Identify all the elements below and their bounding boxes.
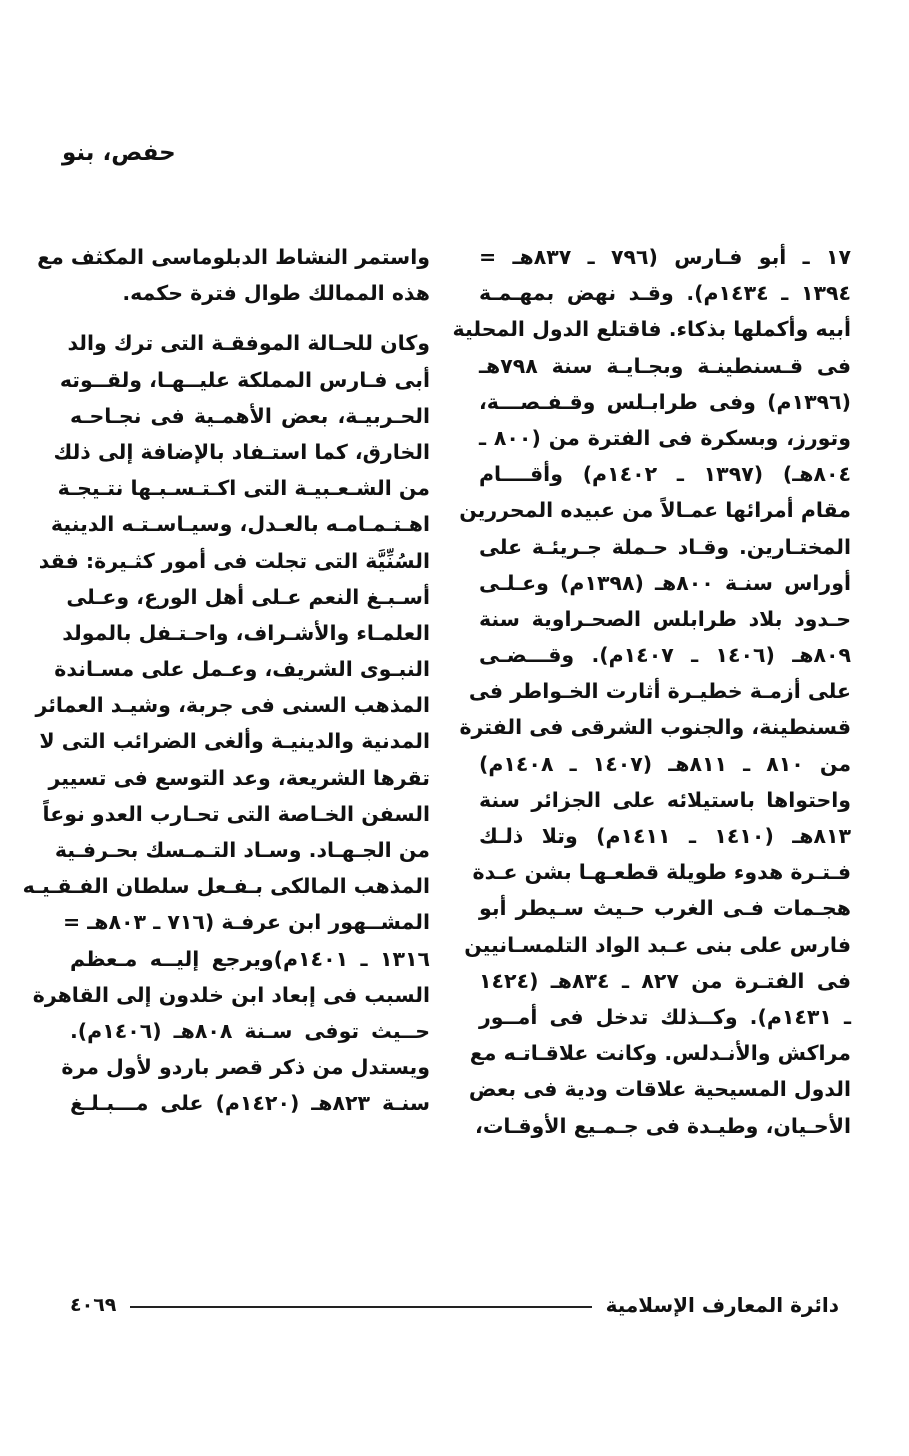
text-line: فى الفتـرة من ٨٢٧ ـ ٨٣٤هـ (١٤٢٤ xyxy=(479,968,851,993)
text-line: ويستدل من ذكر قصر باردو لأول مرة xyxy=(61,1055,430,1080)
text-line: أبيه وأكملها بذكاء. فاقتلع الدول المحلية xyxy=(452,317,851,342)
text-line: فارس على بنى عـبد الواد التلمسـانيين xyxy=(464,932,851,957)
text-line: هجـمات فـى الغرب حـيث سـيطر أبو xyxy=(479,896,851,921)
page-number: ٤٠٦٩ xyxy=(70,1294,117,1316)
text-line: الأحـيان، وطيـدة فى جـمـيع الأوقـات، xyxy=(475,1113,851,1138)
text-line: اهـتـمـامـه بالعـدل، وسيـاسـتـه الدينية xyxy=(50,512,430,537)
text-line: المذهب السنى فى جربة، وشيـد العمائر xyxy=(35,693,430,718)
text-line: مراكش والأنـدلس. وكانت علاقـاتـه مع xyxy=(469,1041,851,1066)
text-line: السفن الخـاصة التى تحـارب العدو نوعاً xyxy=(42,801,430,826)
text-line: (١٣٩٦م) وفى طرابـلس وقـفـصـــة، xyxy=(479,389,851,414)
page-footer xyxy=(70,1290,839,1320)
text-line: المدنية والدينيـة وألغى الضرائب التى لا xyxy=(39,729,430,754)
text-line: الحـربيـة، بعض الأهمـية فى نجـاحـه xyxy=(70,403,430,428)
text-line: حــيث توفى سـنة ٨٠٨هـ (١٤٠٦م). xyxy=(70,1018,430,1043)
text-line: أبى فـارس المملكة عليــهـا، ولقــوته xyxy=(59,367,430,392)
text-line: النبـوى الشريف، وعـمل على مسـاندة xyxy=(54,657,430,682)
text-line: وتورز، وبسكرة فى الفترة من (٨٠٠ ـ xyxy=(479,425,851,450)
text-line: المذهب المالكى بـفـعل سلطان الفـقـيـه xyxy=(22,874,430,899)
text-line: ٨٠٩هـ (١٤٠٦ ـ ١٤٠٧م). وقـــضـى xyxy=(479,643,852,668)
text-line: هذه الممالك طوال فترة حكمه. xyxy=(122,281,430,306)
footer-divider xyxy=(130,1306,591,1308)
text-line: السُنِّيَّة التى تجلت فى أمور كثـيرة: فقد xyxy=(38,548,430,573)
text-line: أسـبـغ النعم عـلى أهل الورع، وعـلى xyxy=(66,584,430,609)
text-line: المشــهور ابن عرفـة (٧١٦ ـ ٨٠٣هـ = xyxy=(62,910,430,935)
text-line: حـدود بلاد طرابلس الصحـراوية سنة xyxy=(479,606,851,631)
text-line: ١٣٩٤ ـ ١٤٣٤م). وقـد نهض بمهـمـة xyxy=(479,281,852,306)
publication-title: دائرة المعارف الإسلامية xyxy=(605,1293,839,1317)
text-line: العلمـاء والأشـراف، واحـتـفل بالمولد xyxy=(62,620,430,645)
text-line: وكان للحـالة الموفقـة التى ترك والد xyxy=(67,331,430,356)
text-line: ٨١٣هـ (١٤١٠ ـ ١٤١١م) وتلا ذلـك xyxy=(479,824,851,848)
text-line: السبب فى إبعاد ابن خلدون إلى القاهرة xyxy=(32,982,430,1007)
text-line: على أزمـة خطيـرة أثارت الخـواطر فى xyxy=(468,679,851,704)
running-header: حفص، بنو xyxy=(62,140,176,166)
text-line: سنـة ٨٢٣هـ (١٤٢٠م) على مـــبـلـغ xyxy=(70,1091,431,1116)
text-line: ١٣١٦ ـ ١٤٠١م)ويرجع إليــه مـعظم xyxy=(70,946,430,971)
text-line: فى قـسنطينـة وبجـايـة سنة ٧٩٨هـ xyxy=(479,353,851,378)
left-text-column xyxy=(22,239,431,1122)
text-line: تقرها الشريعة، وعد التوسع فى تسيير xyxy=(48,765,430,790)
text-line: أوراس سنـة ٨٠٠هـ (١٣٩٨م) وعـلـى xyxy=(479,570,851,595)
right-text-column xyxy=(452,239,852,1144)
text-line: المختـارين. وقـاد حـملة جـريئـة على xyxy=(479,534,851,559)
text-line: من الشـعـبيـة التى اكـتـسـبـها نتـيجـة xyxy=(57,476,430,501)
text-line: قسنطينة، والجنوب الشرقى فى الفترة xyxy=(459,715,851,740)
text-line: ـ ١٤٣١م). وكــذلك تدخل فى أمــور xyxy=(479,1004,851,1029)
text-line: الخارق، كما استـفاد بالإضافة إلى ذلك xyxy=(53,439,430,464)
text-line: من ٨١٠ ـ ٨١١هـ (١٤٠٧ ـ ١٤٠٨م) xyxy=(479,751,852,776)
text-line: واحتواها باستيلائه على الجزائر سنة xyxy=(479,787,851,812)
text-line: من الجـهـاد. وسـاد التـمـسك بحـرفـية xyxy=(54,838,430,862)
text-line: واستمر النشاط الدبلوماسى المكثف مع xyxy=(37,245,430,269)
text-line: ١٧ ـ أبو فـارس (٧٩٦ ـ ٨٣٧هـ = xyxy=(479,245,852,269)
text-line: الدول المسيحية علاقات ودية فى بعض xyxy=(468,1077,851,1102)
text-line: ٨٠٤هـ) (١٣٩٧ ـ ١٤٠٢م) وأقــــام xyxy=(479,462,851,487)
text-line: فـتـرة هدوء طويلة قطعـهـا بشن عـدة xyxy=(472,860,851,885)
text-line: مقام أمرائها عمـالاً من عبيده المحررين xyxy=(459,498,851,523)
